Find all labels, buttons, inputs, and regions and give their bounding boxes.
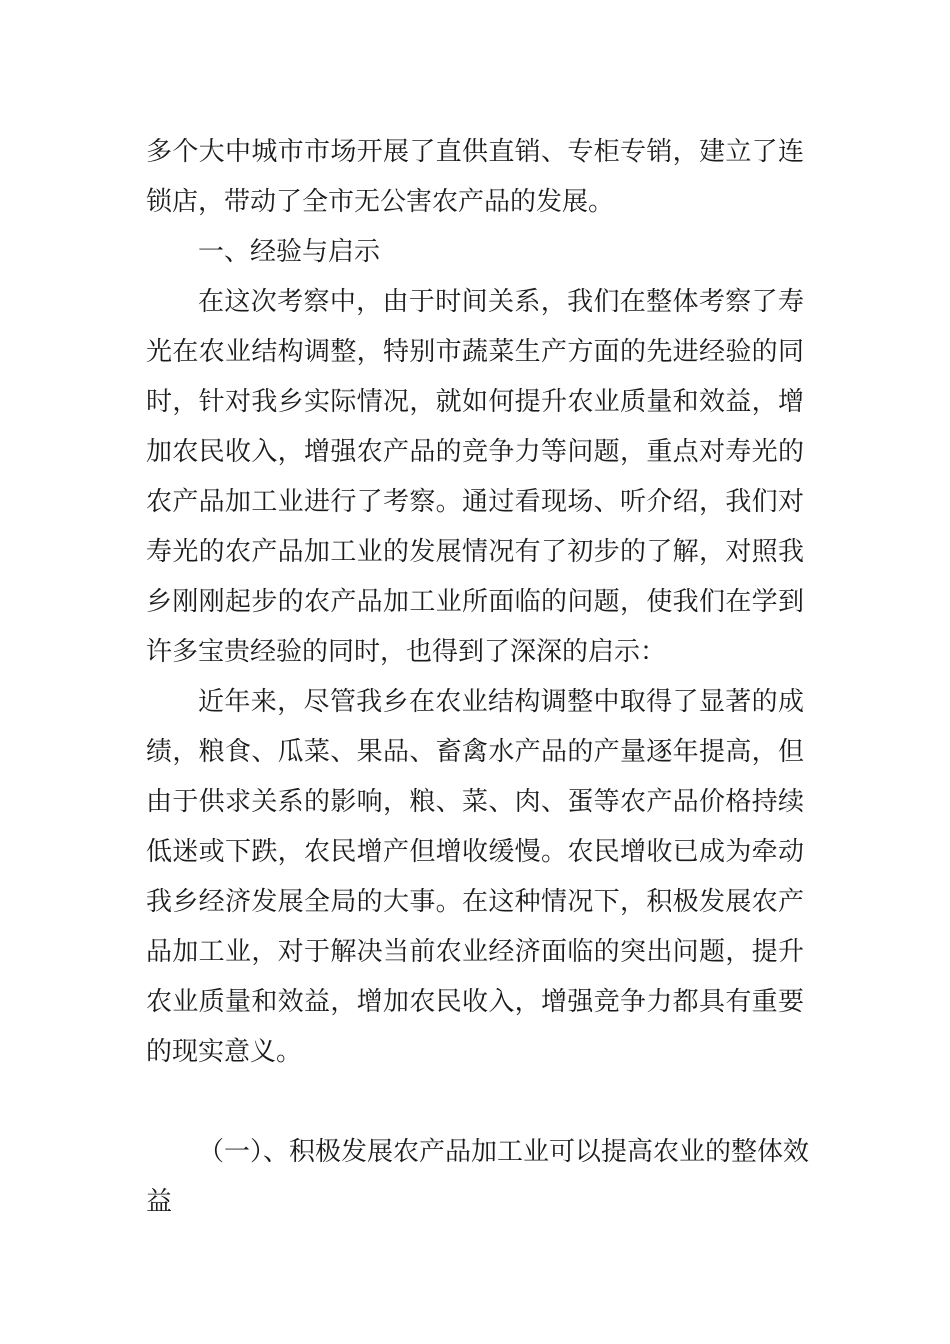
- paragraph-line: 近年来，尽管我乡在农业结构调整中取得了显著的成: [198, 687, 804, 717]
- subsection-heading: （一）、积极发展农产品加工业可以提高农业的整体效: [198, 1137, 810, 1167]
- paragraph-line: 在这次考察中，由于时间关系，我们在整体考察了寿: [198, 287, 804, 317]
- paragraph-line: 加农民收入，增强农产品的竞争力等问题，重点对寿光的: [146, 437, 804, 467]
- paragraph-line: 农产品加工业进行了考察。通过看现场、听介绍，我们对: [146, 487, 804, 517]
- paragraph-line: 的现实意义。: [146, 1037, 303, 1067]
- paragraph-line: 锁店，带动了全市无公害农产品的发展。: [146, 187, 615, 217]
- paragraph-line: 许多宝贵经验的同时，也得到了深深的启示：: [146, 637, 667, 667]
- paragraph-line: 由于供求关系的影响，粮、菜、肉、蛋等农产品价格持续: [146, 787, 804, 817]
- paragraph-line: 农业质量和效益，增加农民收入，增强竞争力都具有重要: [146, 987, 804, 1017]
- paragraph-line: 寿光的农产品加工业的发展情况有了初步的了解，对照我: [146, 537, 804, 567]
- paragraph-line: 多个大中城市市场开展了直供直销、专柜专销，建立了连: [146, 137, 804, 167]
- paragraph-line: 时，针对我乡实际情况，就如何提升农业质量和效益，增: [146, 387, 804, 417]
- paragraph-line: 品加工业，对于解决当前农业经济面临的突出问题，提升: [146, 937, 804, 967]
- paragraph-line: 绩，粮食、瓜菜、果品、畜禽水产品的产量逐年提高，但: [146, 737, 804, 767]
- subsection-heading-continued: 益: [146, 1187, 173, 1217]
- paragraph-line: 乡刚刚起步的农产品加工业所面临的问题，使我们在学到: [146, 587, 804, 617]
- paragraph-line: 低迷或下跌，农民增产但增收缓慢。农民增收已成为牵动: [146, 837, 804, 867]
- section-heading: 一、经验与启示: [198, 237, 381, 267]
- paragraph-line: 光在农业结构调整，特别市蔬菜生产方面的先进经验的同: [146, 337, 804, 367]
- paragraph-line: 我乡经济发展全局的大事。在这种情况下，积极发展农产: [146, 887, 804, 917]
